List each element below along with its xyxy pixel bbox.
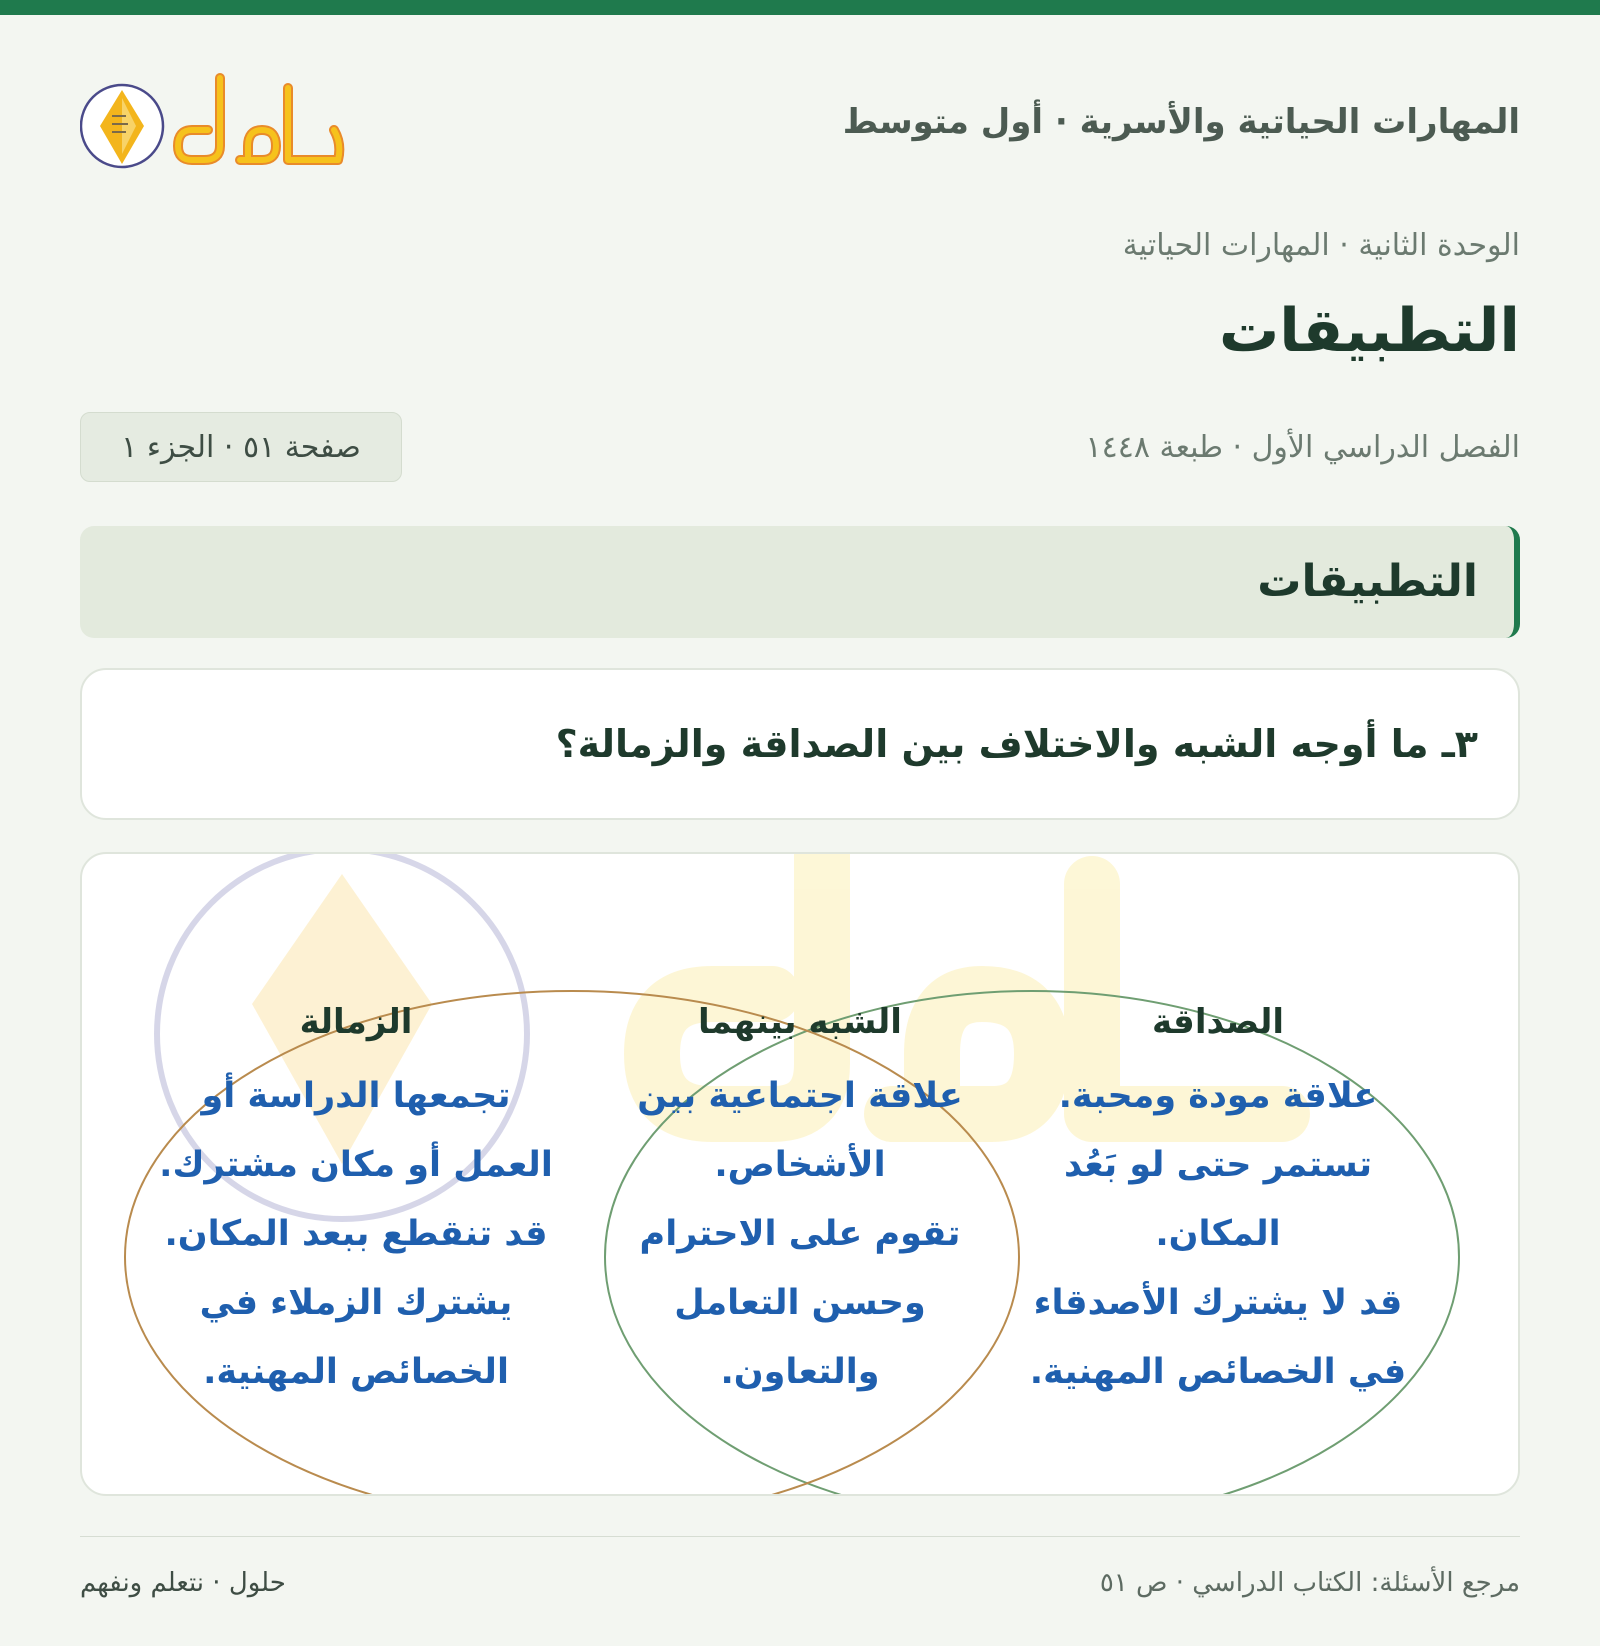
footer-reference: مرجع الأسئلة: الكتاب الدراسي · ص ٥١	[1099, 1568, 1520, 1598]
venn-friendship-column	[1018, 1002, 1418, 1407]
term-info: الفصل الدراسي الأول · طبعة ١٤٤٨	[1085, 430, 1520, 465]
section-title: التطبيقات	[1257, 556, 1478, 607]
header	[80, 68, 1520, 184]
venn-similarity-column	[600, 1002, 1000, 1407]
friendship-line: تستمر حتى لو بَعُد	[1064, 1145, 1372, 1185]
friendship-line: في الخصائص المهنية.	[1029, 1352, 1407, 1392]
section-banner	[80, 526, 1520, 638]
similarity-line: والتعاون.	[720, 1352, 880, 1392]
similarity-line: تقوم على الاحترام	[639, 1214, 961, 1254]
page-badge: صفحة ٥١ · الجزء ١	[80, 412, 402, 482]
collegiality-line: يشترك الزملاء في	[199, 1283, 513, 1323]
friendship-title: الصداقة	[1151, 1002, 1285, 1042]
similarity-line: وحسن التعامل	[674, 1283, 926, 1323]
hulool-logo[interactable]	[80, 68, 360, 184]
question-text: ٣ـ ما أوجه الشبه والاختلاف بين الصداقة والزمالة؟	[555, 722, 1478, 766]
footer-brand: حلول · نتعلم ونفهم	[80, 1568, 286, 1598]
friendship-line: قد لا يشترك الأصدقاء	[1033, 1283, 1403, 1323]
page-title: التطبيقات	[1218, 296, 1520, 366]
answer-card	[80, 852, 1520, 1496]
footer-divider	[80, 1536, 1520, 1537]
friendship-line: المكان.	[1155, 1214, 1281, 1254]
similarity-line: الأشخاص.	[714, 1145, 886, 1185]
logo-wordmark	[178, 78, 339, 160]
venn-collegiality-column	[156, 1002, 556, 1407]
collegiality-line: تجمعها الدراسة أو	[201, 1076, 511, 1116]
collegiality-line: الخصائص المهنية.	[203, 1352, 509, 1392]
collegiality-title: الزمالة	[299, 1002, 413, 1042]
collegiality-line: قد تنقطع ببعد المكان.	[164, 1214, 548, 1254]
top-accent-bar	[0, 0, 1600, 15]
similarity-line: علاقة اجتماعية بين	[637, 1076, 963, 1116]
subject-title: المهارات الحياتية والأسرية · أول متوسط	[842, 102, 1520, 142]
unit-breadcrumb: الوحدة الثانية · المهارات الحياتية	[1122, 228, 1520, 263]
similarity-title: الشبه بينهما	[698, 1002, 902, 1042]
question-card	[80, 668, 1520, 820]
collegiality-line: العمل أو مكان مشترك.	[159, 1145, 553, 1185]
friendship-line: علاقة مودة ومحبة.	[1058, 1076, 1378, 1116]
